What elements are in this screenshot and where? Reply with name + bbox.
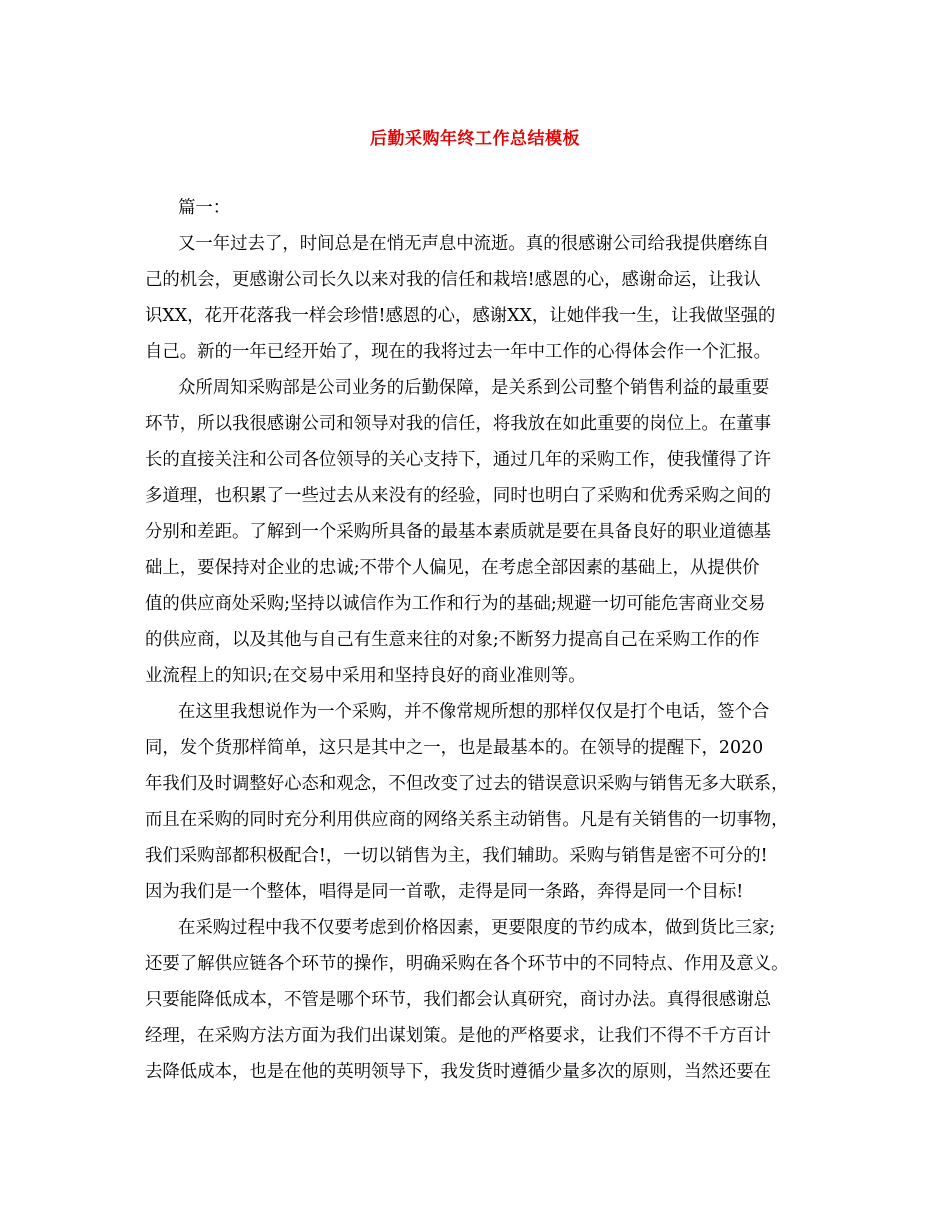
- paragraph-line: 值的供应商处采购;坚持以诚信作为工作和行为的基础;规避一切可能危害商业交易: [145, 594, 766, 614]
- paragraph-line: 我们采购部都积极配合!，一切以销售为主，我们辅助。采购与销售是密不可分的!: [145, 846, 768, 866]
- paragraph-line: 而且在采购的同时充分利用供应商的网络关系主动销售。凡是有关销售的一切事物，: [145, 810, 789, 830]
- paragraph-line: 础上，要保持对企业的忠诚;不带个人偏见，在考虑全部因素的基础上，从提供价: [145, 558, 760, 578]
- paragraph-line: 识XX，花开花落我一样会珍惜!感恩的心，感谢XX，让她伴我一生，让我做坚强的: [145, 306, 776, 326]
- paragraph-line: 环节，所以我很感谢公司和领导对我的信任，将我放在如此重要的岗位上。在董事: [145, 414, 772, 434]
- document-title: 后勤采购年终工作总结模板: [370, 129, 580, 149]
- section-heading: 篇一：: [178, 198, 231, 218]
- paragraph-line: 还要了解供应链各个环节的操作，明确采购在各个环节中的不同特点、作用及意义。: [145, 954, 789, 974]
- paragraph-line: 分别和差距。了解到一个采购所具备的最基本素质就是要在具备良好的职业道德基: [145, 522, 772, 542]
- paragraph-line: 自己。新的一年已经开始了，现在的我将过去一年中工作的心得体会作一个汇报。: [145, 342, 772, 362]
- paragraph-line: 在采购过程中我不仅要考虑到价格因素，更要限度的节约成本，做到货比三家;: [178, 918, 776, 938]
- paragraph-line: 年我们及时调整好心态和观念，不但改变了过去的错误意识采购与销售无多大联系，: [145, 774, 789, 794]
- paragraph-line: 业流程上的知识;在交易中采用和坚持良好的商业准则等。: [145, 666, 586, 686]
- paragraph-line: 经理，在采购方法方面为我们出谋划策。是他的严格要求，让我们不得不千方百计: [145, 1026, 772, 1046]
- paragraph-line: 同，发个货那样简单，这只是其中之一，也是最基本的。在领导的提醒下，2020: [145, 738, 764, 758]
- paragraph-line: 因为我们是一个整体，唱得是同一首歌，走得是同一条路，奔得是同一个目标!: [145, 882, 744, 902]
- paragraph-line: 又一年过去了，时间总是在悄无声息中流逝。真的很感谢公司给我提供磨练自: [178, 234, 770, 254]
- paragraph-line: 在这里我想说作为一个采购，并不像常规所想的那样仅仅是打个电话，签个合: [178, 702, 770, 722]
- paragraph-line: 己的机会，更感谢公司长久以来对我的信任和栽培!感恩的心，感谢命运，让我认: [145, 270, 761, 290]
- paragraph-line: 多道理，也积累了一些过去从来没有的经验，同时也明白了采购和优秀采购之间的: [145, 486, 772, 506]
- paragraph-line: 的供应商，以及其他与自己有生意来往的对象;不断努力提高自己在采购工作的作: [145, 630, 760, 650]
- paragraph-line: 去降低成本，也是在他的英明领导下，我发货时遵循少量多次的原则，当然还要在: [145, 1062, 772, 1082]
- paragraph-line: 只要能降低成本，不管是哪个环节，我们都会认真研究，商讨办法。真得很感谢总: [145, 990, 772, 1010]
- paragraph-line: 众所周知采购部是公司业务的后勤保障，是关系到公司整个销售利益的最重要: [178, 378, 770, 398]
- paragraph-line: 长的直接关注和公司各位领导的关心支持下，通过几年的采购工作，使我懂得了许: [145, 450, 772, 470]
